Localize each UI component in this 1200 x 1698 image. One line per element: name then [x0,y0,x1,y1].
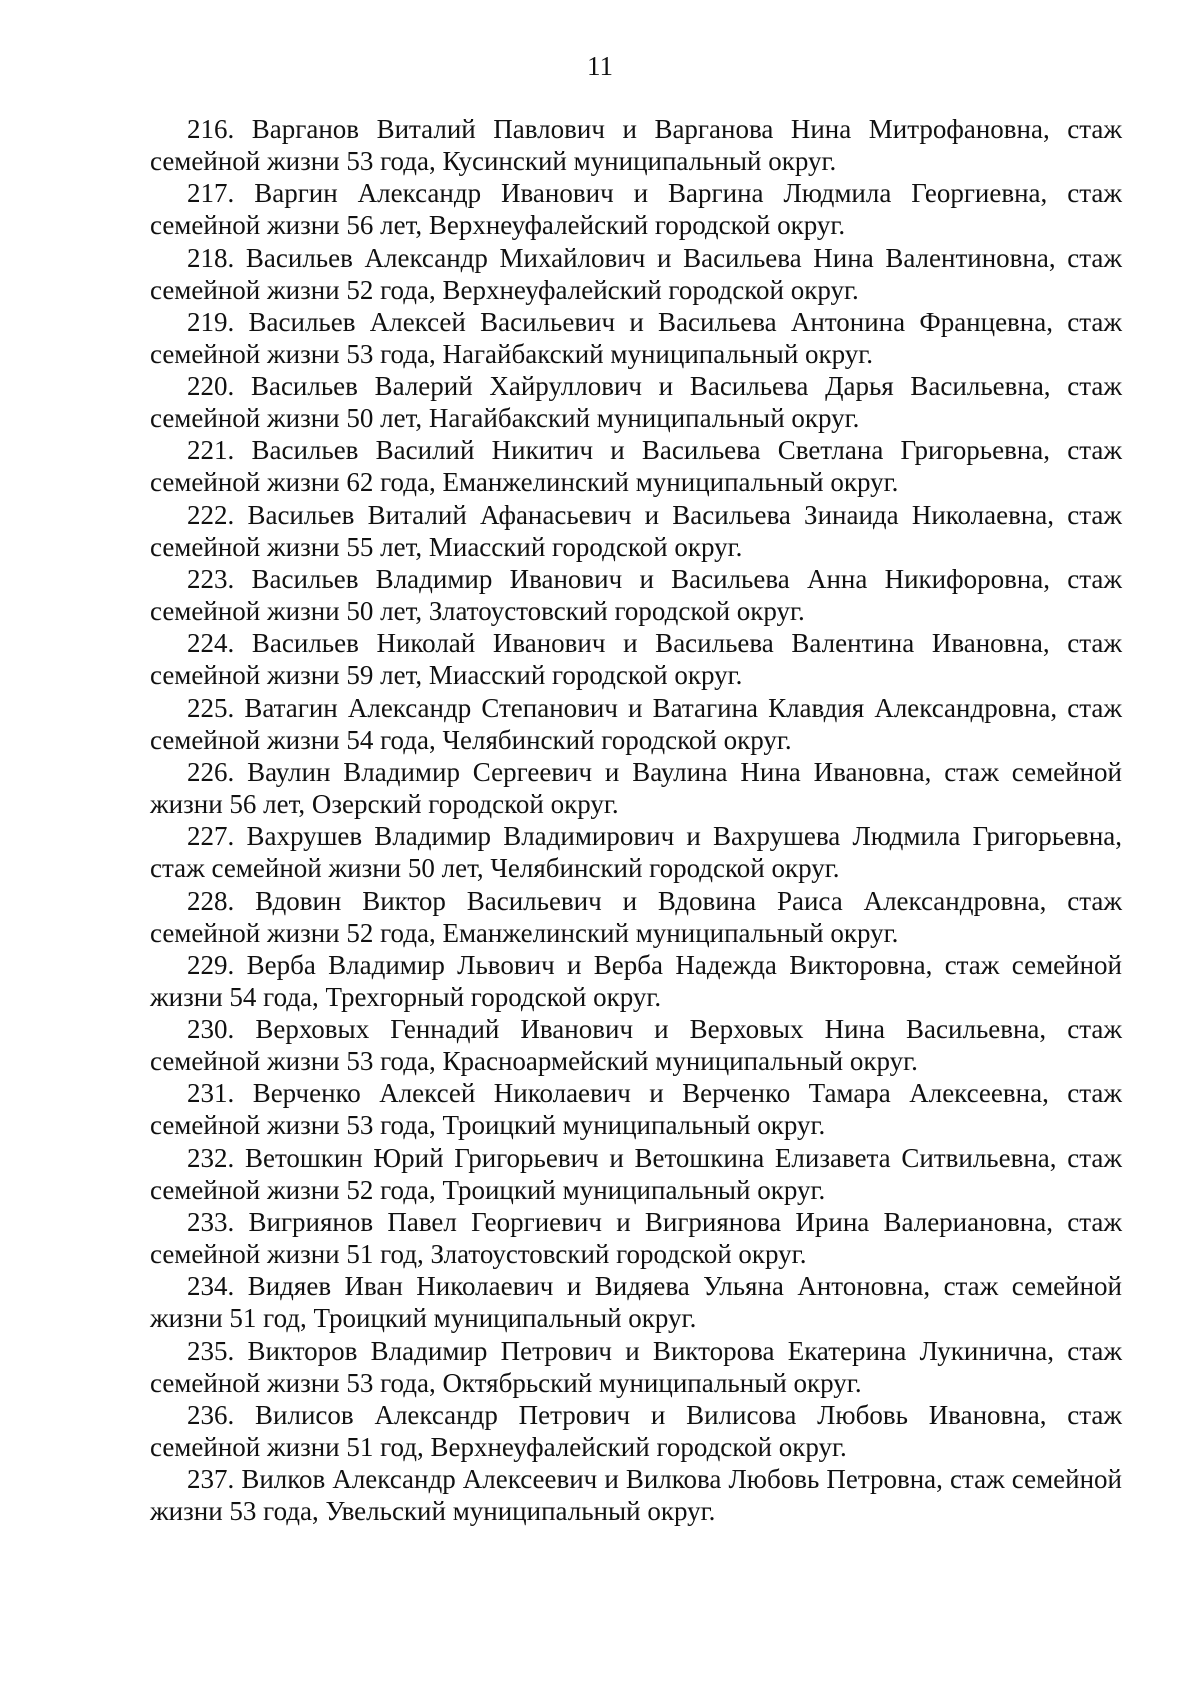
item-text: Вилков Александр Алексеевич и Вилкова Любовь Петровна, стаж семейной жизни 53 года, Увельский муниципальный округ. [150,1464,1122,1527]
item-number: 224. [187,628,235,659]
item-number: 227. [187,821,235,852]
item-text: Ветошкин Юрий Григорьевич и Ветошкина Елизавета Ситвильевна, стаж семейной жизни 52 года, Троицкий муниципальный округ. [150,1142,1122,1205]
item-number: 233. [187,1207,235,1238]
item-number: 237. [187,1464,235,1495]
list-item [150,627,1122,691]
item-number: 216. [187,114,235,144]
item-text: Васильев Валерий Хайруллович и Васильева Дарья Васильевна, стаж семейной жизни 50 лет, Нагайбакский муниципальный округ. [150,371,1123,434]
item-text: Верховых Геннадий Иванович и Верховых Нина Васильевна, стаж семейной жизни 53 года, Красноармейский муниципальный округ. [150,1014,1123,1077]
item-number: 232. [187,1142,235,1173]
item-number: 228. [187,885,235,916]
award-list [150,113,1122,1528]
item-text: Верба Владимир Львович и Верба Надежда Викторовна, стаж семейной жизни 54 года, Трехгорный городской округ. [150,949,1123,1012]
list-item [150,1013,1122,1077]
item-text: Васильев Виталий Афанасьевич и Васильева Зинаида Николаевна, стаж семейной жизни 55 лет, Миасский городской округ. [150,499,1122,562]
item-number: 222. [187,499,235,530]
list-item [150,563,1122,627]
list-item [150,177,1122,241]
item-text: Видяев Иван Николаевич и Видяева Ульяна Антоновна, стаж семейной жизни 51 год, Троицкий муниципальный округ. [150,1271,1122,1334]
item-text: Васильев Алексей Васильевич и Васильева Антонина Францевна, стаж семейной жизни 53 года, Нагайбакский муниципальный округ. [150,306,1122,369]
list-item [150,499,1122,563]
item-text: Васильев Владимир Иванович и Васильева Анна Никифоровна, стаж семейной жизни 50 лет, Златоустовский городской округ. [150,564,1122,627]
item-number: 229. [187,949,235,980]
item-text: Васильев Василий Никитич и Васильева Светлана Григорьевна, стаж семейной жизни 62 года, Еманжелинский муниципальный округ. [150,435,1123,498]
list-item [150,1463,1122,1527]
list-item [150,1077,1122,1141]
item-number: 217. [187,178,235,209]
item-number: 218. [187,242,235,273]
item-text: Варганов Виталий Павлович и Варганова Нина Митрофановна, стаж семейной жизни 53 года, Кусинский муниципальный округ. [150,114,1122,176]
item-text: Вигриянов Павел Георгиевич и Вигриянова Ирина Валериановна, стаж семейной жизни 51 год, Златоустовский городской округ. [150,1207,1122,1270]
list-item [150,1335,1122,1399]
list-item [150,756,1122,820]
list-item [150,1206,1122,1270]
item-number: 230. [187,1014,235,1045]
page-number: 11 [587,51,613,81]
item-number: 235. [187,1335,235,1366]
item-number: 223. [187,564,235,595]
item-text: Верченко Алексей Николаевич и Верченко Тамара Алексеевна, стаж семейной жизни 53 года, Троицкий муниципальный округ. [150,1078,1123,1141]
list-item [150,1142,1122,1206]
item-number: 221. [187,435,235,466]
item-text: Вахрушев Владимир Владимирович и Вахрушева Людмила Григорьевна, стаж семейной жизни 50 лет, Челябинский городской округ. [150,821,1122,884]
item-number: 226. [187,756,235,787]
list-item [150,885,1122,949]
item-number: 225. [187,692,235,723]
list-item [150,306,1122,370]
list-item [150,1270,1122,1334]
item-text: Ваулин Владимир Сергеевич и Ваулина Нина Ивановна, стаж семейной жизни 56 лет, Озерский городской округ. [150,756,1123,819]
list-item [150,370,1122,434]
list-item [150,1399,1122,1463]
item-text: Варгин Александр Иванович и Варгина Людмила Георгиевна, стаж семейной жизни 56 лет, Верхнеуфалейский городской округ. [150,178,1123,241]
item-number: 234. [187,1271,235,1302]
list-item [150,820,1122,884]
list-item [150,692,1122,756]
list-item [150,113,1122,177]
item-text: Ватагин Александр Степанович и Ватагина Клавдия Александровна, стаж семейной жизни 54 года, Челябинский городской округ. [150,692,1122,755]
item-text: Викторов Владимир Петрович и Викторова Екатерина Лукинична, стаж семейной жизни 53 года, Октябрьский муниципальный округ. [150,1335,1122,1398]
item-number: 231. [187,1078,235,1109]
list-item [150,434,1122,498]
list-item [150,242,1122,306]
item-text: Васильев Николай Иванович и Васильева Валентина Ивановна, стаж семейной жизни 59 лет, Миасский городской округ. [150,628,1123,691]
item-number: 220. [187,371,235,402]
item-text: Васильев Александр Михайлович и Васильева Нина Валентиновна, стаж семейной жизни 52 года, Верхнеуфалейский городской округ. [150,242,1122,305]
list-item [150,949,1122,1013]
item-text: Вдовин Виктор Васильевич и Вдовина Раиса Александровна, стаж семейной жизни 52 года, Еманжелинский муниципальный округ. [150,885,1123,948]
item-number: 219. [187,306,235,337]
item-text: Вилисов Александр Петрович и Вилисова Любовь Ивановна, стаж семейной жизни 51 год, Верхнеуфалейский городской округ. [150,1399,1122,1462]
item-number: 236. [187,1399,235,1430]
